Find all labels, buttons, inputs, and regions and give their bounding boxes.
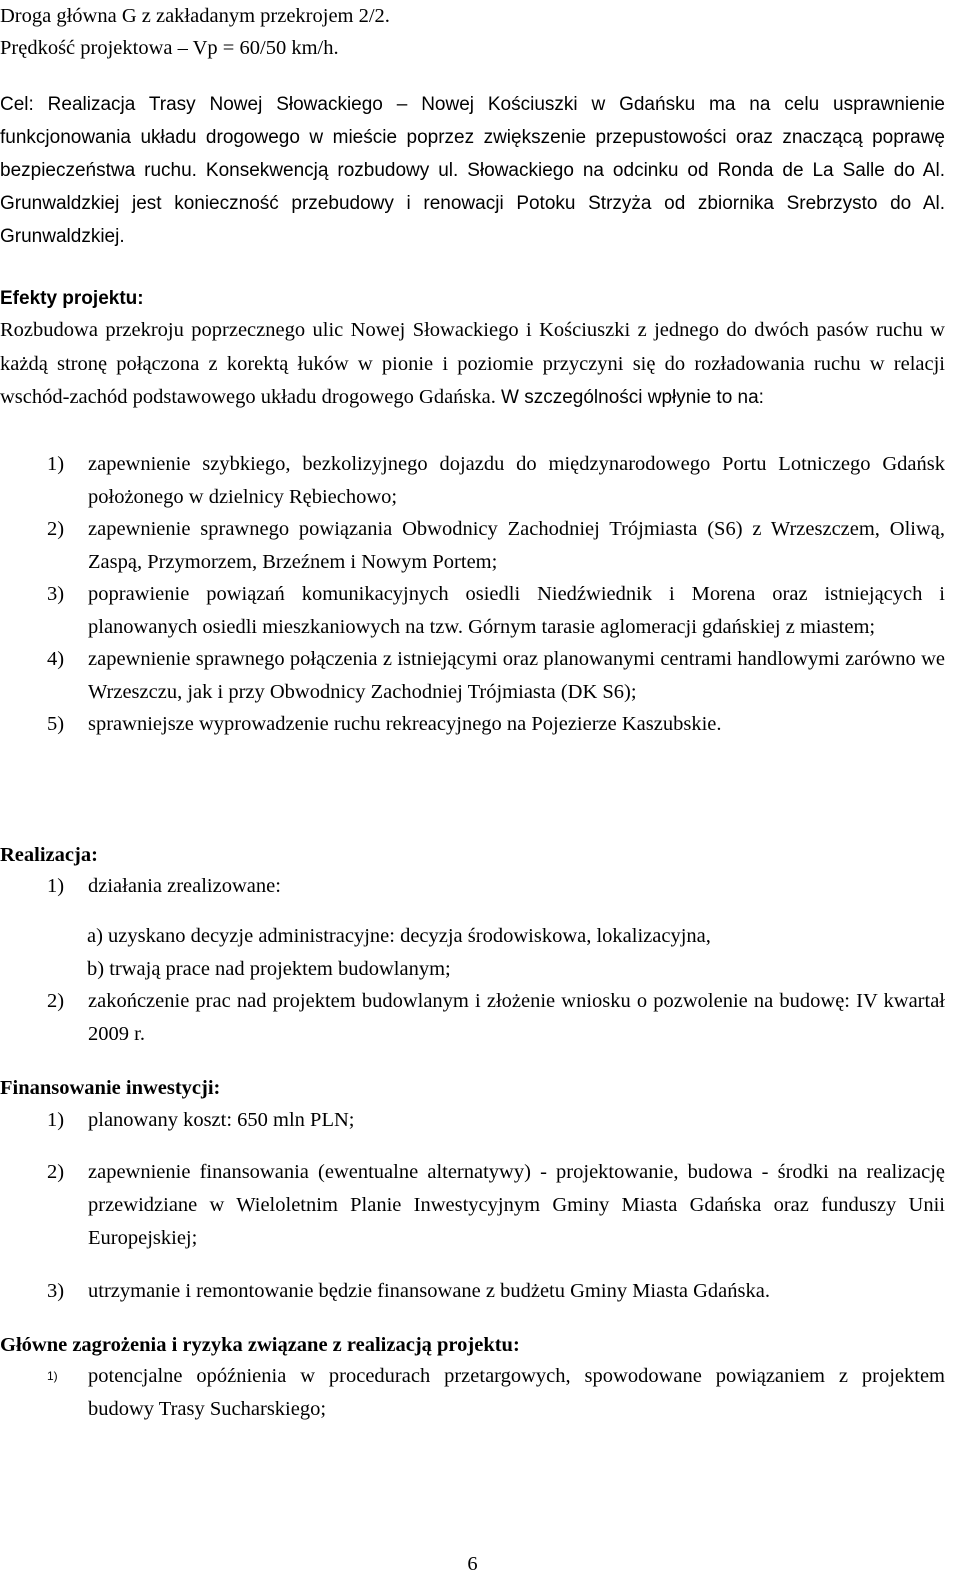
list-item [47,1275,945,1308]
realizacja-item-1 [47,870,945,903]
realizacja-heading: Realizacja: [0,844,98,866]
efekty-intro [0,314,945,415]
finansowanie-item-2 [47,1156,945,1255]
finansowanie-item-1 [47,1104,945,1137]
list-item-number: 2) [47,1161,65,1183]
realizacja-sub-a: a) uzyskano decyzje administracyjne: decyzja środowiskowa, lokalizacyjna, [87,925,711,947]
list-item-number: 2) [47,518,65,540]
list-item [47,513,945,578]
list-item [47,708,945,741]
list-item-number: 1) [47,453,65,475]
list-item [47,1156,945,1255]
list-item-text: planowany koszt: 650 mln PLN; [88,1109,355,1131]
cel-text-2: Konsekwencją rozbudowy ul. Słowackiego na odcinku od Ronda de La Salle do Al. Grunwaldzkiej jest konieczność przebudowy i renowacji Potoku Strzyża od zbiornika Srebrzysto do Al. Grunwaldzkiej. [0,160,945,247]
list-item [47,643,945,708]
efekty-intro-lead: W szczególności wpłynie to na: [501,387,764,408]
list-item-number: 5) [47,713,65,735]
list-item [47,870,945,903]
page-number: 6 [467,1553,478,1575]
list-item-text: zapewnienie sprawnego połączenia z istniejącymi oraz planowanymi centrami handlowymi zarówno we Wrzeszczu, jak i przy Obwodnicy Zachodniej Trójmiasta (DK S6); [88,648,945,703]
list-item-text: zapewnienie szybkiego, bezkolizyjnego dojazdu do międzynarodowego Portu Lotniczego Gdańsk położonego w dzielnicy Rębiechowo; [88,453,945,508]
list-item-number: 3) [47,1280,65,1302]
finansowanie-heading: Finansowanie inwestycji: [0,1077,221,1099]
list-item-text: zapewnienie finansowania (ewentualne alternatywy) - projektowanie, budowa - środki na realizację przewidziane w Wieloletnim Planie Inwestycyjnym Gminy Miasta Gdańska oraz funduszy Unii Europejskiej; [88,1161,945,1249]
realizacja-sub-b: b) trwają prace nad projektem budowlanym; [87,958,451,980]
zagrozenia-item-1 [47,1360,945,1426]
list-item-number: 3) [47,583,65,605]
list-item [47,1360,945,1426]
header-line-2: Prędkość projektowa – Vp = 60/50 km/h. [0,37,339,59]
list-item [47,1104,945,1137]
list-item-text: sprawniejsze wyprowadzenie ruchu rekreacyjnego na Pojezierze Kaszubskie. [88,713,722,735]
header-line-1: Droga główna G z zakładanym przekrojem 2/2. [0,5,390,27]
list-item-number: 4) [47,648,65,670]
zagrozenia-heading: Główne zagrożenia i ryzyka związane z realizacją projektu: [0,1334,520,1356]
efekty-list [47,448,945,741]
efekty-heading: Efekty projektu: [0,288,144,309]
list-item [47,985,945,1051]
list-item-number: 1) [47,1369,58,1383]
list-item-text: działania zrealizowane: [88,875,281,897]
list-item-text: utrzymanie i remontowanie będzie finansowane z budżetu Gminy Miasta Gdańska. [88,1280,770,1302]
list-item-text: poprawienie powiązań komunikacyjnych osiedli Niedźwiednik i Morena oraz istniejących i planowanych osiedli mieszkaniowych na tzw. Górnym tarasie aglomeracji gdańskiej z miastem; [88,583,945,638]
finansowanie-item-3 [47,1275,945,1308]
list-item-text: zapewnienie sprawnego powiązania Obwodnicy Zachodniej Trójmiasta (S6) z Wrzeszczem, Oliwą, Zaspą, Przymorzem, Brzeźnem i Nowym Portem; [88,518,945,573]
list-item-text: zakończenie prac nad projektem budowlanym i złożenie wniosku o pozwolenie na budowę: IV kwartał 2009 r. [88,990,945,1045]
list-item-number: 2) [47,990,65,1012]
cel-paragraph [0,88,945,253]
list-item [47,448,945,513]
list-item [47,578,945,643]
list-item-number: 1) [47,875,65,897]
list-item-text: potencjalne opóźnienia w procedurach przetargowych, spowodowane powiązaniem z projektem budowy Trasy Sucharskiego; [88,1365,945,1420]
realizacja-item-2 [47,985,945,1051]
efekty-intro-text: Rozbudowa przekroju poprzecznego ulic Nowej Słowackiego i Kościuszki z jednego do dwóch pasów ruchu w każdą stronę połączona z korektą łuków w pionie i poziomie przyczyni się do rozładowania ruchu w relacji wschód-zachód podstawowego układu drogowego Gdańska. [0,319,945,408]
cel-text-1: Cel: Realizacja Trasy Nowej Słowackiego – Nowej Kościuszki w Gdańsku ma na celu usprawnienie funkcjonowania układu drogowego w mieście poprzez zwiększenie przepustowości oraz znaczącą poprawę bezpieczeństwa ruchu. [0,94,945,181]
list-item-number: 1) [47,1109,65,1131]
